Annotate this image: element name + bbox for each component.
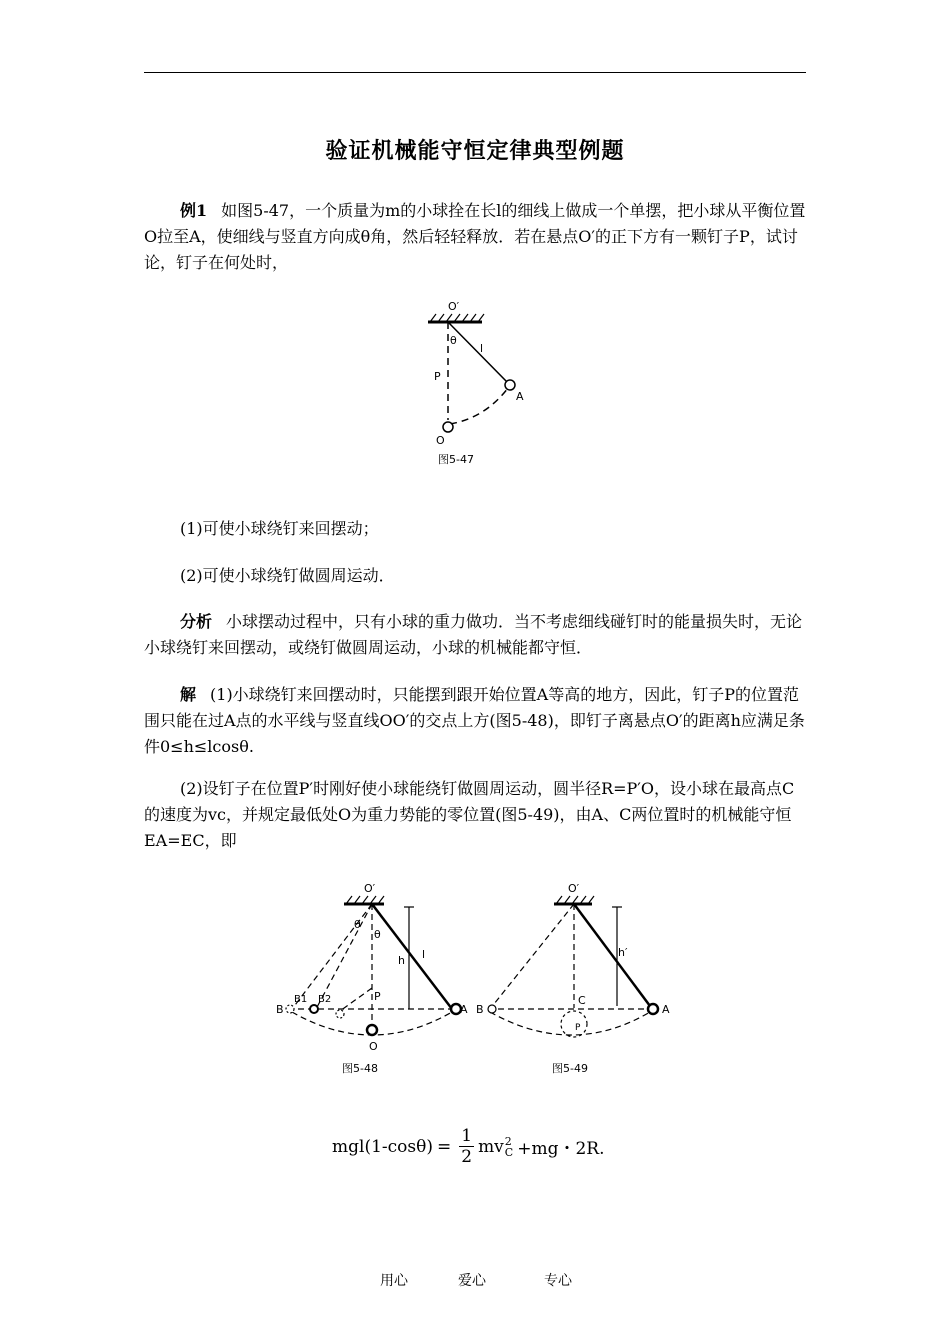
fig549-label-o-prime: O′: [568, 882, 580, 895]
label-l: l: [480, 342, 484, 355]
formula-mv: mv: [478, 1136, 504, 1157]
fig549-label-h-prime: h′: [618, 946, 628, 959]
footer-b: 爱心: [458, 1273, 486, 1289]
example1-text: 如图5-47，一个质量为m的小球拴在长l的细线上做成一个单摆，把小球从平衡位置O拉至A，使细线与竖直方向成θ角，然后轻轻释放．若在悬点O′的正下方有一颗钉子P，试讨论，钉子在何处时，: [144, 201, 806, 272]
header-rule: [144, 72, 806, 73]
label-o: O: [436, 434, 445, 447]
fig548-label-l: l: [422, 948, 426, 961]
ball-a-circle: [505, 380, 515, 390]
example1-paragraph: [144, 198, 808, 276]
fig548-label-theta1: θ: [354, 918, 361, 931]
formula-num: 1: [461, 1126, 473, 1146]
fig549-label-b: B: [476, 1003, 484, 1016]
label-p: P: [434, 370, 441, 383]
fig548-label-p: P: [374, 990, 381, 1003]
ball-o-circle: [443, 422, 453, 432]
example1-label: 例1: [180, 201, 208, 220]
formula-lhs: mgl(1-cosθ): [332, 1136, 433, 1157]
analysis-label: 分析: [180, 612, 213, 631]
item-2: (2)可使小球绕钉做圆周运动．: [180, 566, 395, 585]
item-1: (1)可使小球绕钉来回摆动；: [180, 519, 379, 538]
formula-eq: =: [436, 1136, 452, 1157]
formula-den: 2: [461, 1147, 473, 1167]
fig548-label-h: h: [398, 954, 405, 967]
solution1-paragraph: [144, 682, 808, 760]
solution1-text: (1)小球绕钉来回摆动时，只能摆到跟开始位置A等高的地方，因此，钉子P的位置范围只能在过A点的水平线与竖直线OO′的交点上方(图5-48)，即钉子离悬点O′的距离h应满足条件0≤h≤lcosθ.: [144, 685, 805, 756]
figure-5-47-caption: 图5-47: [438, 453, 474, 466]
footer-c: 专心: [544, 1273, 572, 1289]
footer-a: 用心: [380, 1273, 408, 1289]
fig548-label-b2: B2: [318, 994, 332, 1005]
figure-5-49: [476, 882, 670, 1075]
fig548-label-o: O: [369, 1040, 378, 1053]
energy-formula: [332, 1126, 605, 1167]
fig549-label-p: P: [575, 1023, 581, 1033]
solution2-paragraph: (2)设钉子在位置P′时刚好使小球能绕钉做圆周运动，圆半径R=P′O，设小球在最高点C的速度为vc，并规定最低处O为重力势能的零位置(图5-49)，由A、C两位置时的机械能守恒EA=EC，即: [144, 779, 795, 850]
fig548-label-b: B: [276, 1003, 284, 1016]
formula-sup: 2: [504, 1134, 512, 1148]
formula-rhs: +mg・2R.: [517, 1139, 605, 1159]
solution1-label: 解: [180, 685, 197, 704]
figures-5-48-5-49: [272, 876, 692, 1086]
fig549-label-c: C: [578, 994, 586, 1007]
figure-5-49-caption: 图5-49: [552, 1062, 588, 1075]
page-title: 验证机械能守恒定律典型例题: [325, 138, 625, 164]
analysis-paragraph: [144, 609, 808, 661]
fig548-label-a: A: [460, 1003, 468, 1016]
figure-5-48: [276, 882, 468, 1075]
figure-5-47: [410, 292, 550, 472]
formula-fraction: [459, 1126, 474, 1167]
fig548-label-theta2: θ: [374, 928, 381, 941]
fig549-label-a: A: [662, 1003, 670, 1016]
label-a: A: [516, 390, 524, 403]
formula-sub: C: [504, 1145, 514, 1159]
formula-supsub: [505, 1136, 513, 1158]
figure-5-48-caption: 图5-48: [342, 1062, 378, 1075]
fig548-label-b1: B1: [294, 994, 308, 1005]
label-theta: θ: [450, 334, 457, 347]
fig548-label-o-prime: O′: [364, 882, 376, 895]
label-o-prime: O′: [448, 300, 460, 313]
analysis-text: 小球摆动过程中，只有小球的重力做功．当不考虑细线碰钉时的能量损失时，无论小球绕钉来回摆动，或绕钉做圆周运动，小球的机械能都守恒．: [144, 612, 803, 657]
